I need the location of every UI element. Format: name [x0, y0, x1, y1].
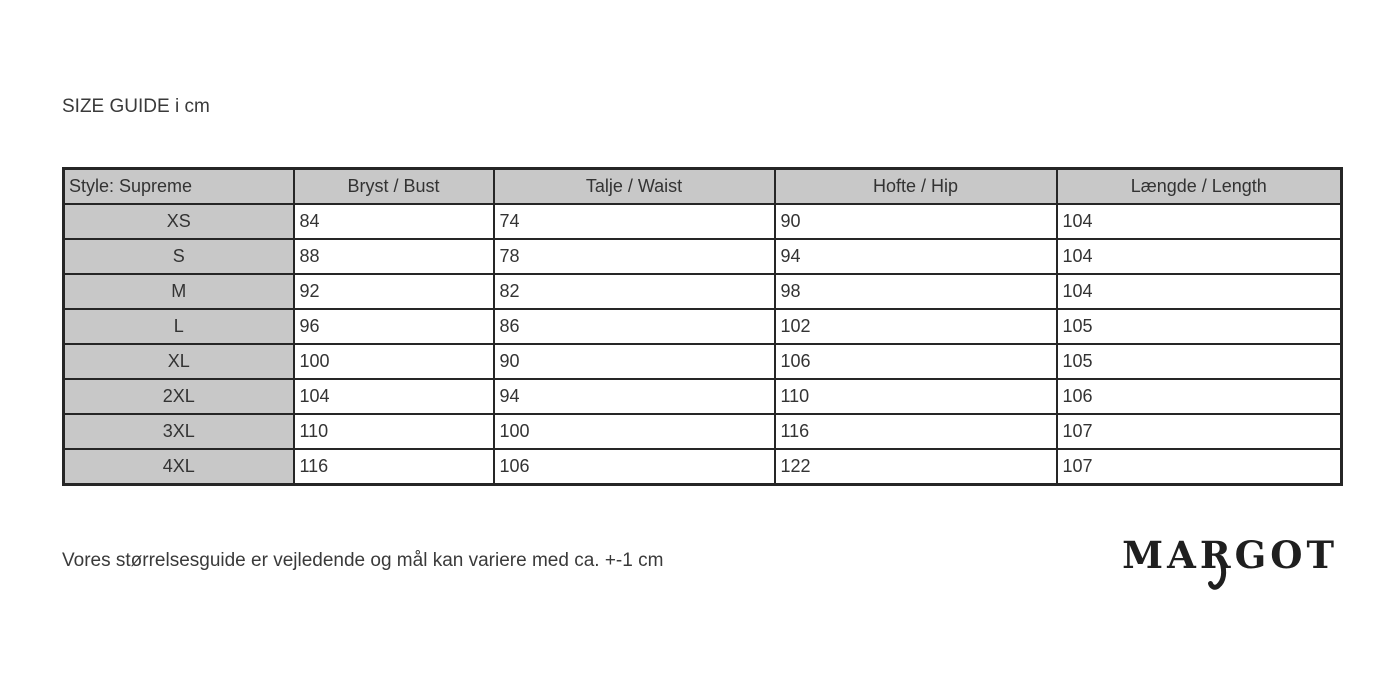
bust-value-cell: 88: [294, 239, 494, 274]
length-value-cell: 105: [1057, 309, 1342, 344]
logo-letter: M: [1122, 533, 1168, 577]
brand-logo: [1122, 533, 1338, 577]
waist-value-cell: 100: [494, 414, 775, 449]
waist-value-cell: 74: [494, 204, 775, 239]
waist-value-cell: 82: [494, 274, 775, 309]
logo-letter: R: [1200, 537, 1235, 574]
hip-value-cell: 122: [775, 449, 1057, 485]
table-row: [64, 239, 1342, 274]
table-header-row: [64, 169, 1342, 205]
bust-value-cell: 92: [294, 274, 494, 309]
size-label-cell: XL: [64, 344, 294, 379]
length-value-cell: 107: [1057, 449, 1342, 485]
bust-value-cell: 100: [294, 344, 494, 379]
bust-value-cell: 84: [294, 204, 494, 239]
length-value-cell: 104: [1057, 274, 1342, 309]
waist-value-cell: 90: [494, 344, 775, 379]
style-header-cell: Style: Supreme: [64, 169, 294, 205]
size-label-cell: S: [64, 239, 294, 274]
hip-value-cell: 90: [775, 204, 1057, 239]
hip-value-cell: 102: [775, 309, 1057, 344]
logo-letter: G: [1234, 533, 1271, 577]
logo-letter: A: [1167, 533, 1200, 577]
length-value-cell: 106: [1057, 379, 1342, 414]
table-row: [64, 449, 1342, 485]
table-row: [64, 414, 1342, 449]
length-value-cell: 107: [1057, 414, 1342, 449]
bust-value-cell: 104: [294, 379, 494, 414]
size-label-cell: L: [64, 309, 294, 344]
bust-value-cell: 116: [294, 449, 494, 485]
waist-value-cell: 86: [494, 309, 775, 344]
logo-r-tail: [1210, 562, 1228, 590]
waist-value-cell: 78: [494, 239, 775, 274]
table-row: [64, 344, 1342, 379]
size-table-body: [64, 204, 1342, 485]
size-label-cell: XS: [64, 204, 294, 239]
bust-value-cell: 96: [294, 309, 494, 344]
waist-column-header: Talje / Waist: [494, 169, 775, 205]
size-label-cell: 4XL: [64, 449, 294, 485]
hip-value-cell: 110: [775, 379, 1057, 414]
disclaimer-text: Vores størrelsesguide er vejledende og mål kan variere med ca. +-1 cm: [62, 550, 664, 571]
logo-letter: O: [1270, 533, 1307, 577]
table-row: [64, 274, 1342, 309]
size-label-cell: M: [64, 274, 294, 309]
length-column-header: Længde / Length: [1057, 169, 1342, 205]
length-value-cell: 104: [1057, 239, 1342, 274]
waist-value-cell: 94: [494, 379, 775, 414]
size-guide-table: [62, 167, 1343, 486]
page-title: SIZE GUIDE i cm: [62, 96, 210, 117]
table-row: [64, 309, 1342, 344]
hip-value-cell: 116: [775, 414, 1057, 449]
size-label-cell: 3XL: [64, 414, 294, 449]
size-label-cell: 2XL: [64, 379, 294, 414]
logo-letter: T: [1306, 533, 1338, 577]
table-row: [64, 379, 1342, 414]
bust-value-cell: 110: [294, 414, 494, 449]
hip-column-header: Hofte / Hip: [775, 169, 1057, 205]
table-row: [64, 204, 1342, 239]
length-value-cell: 104: [1057, 204, 1342, 239]
hip-value-cell: 98: [775, 274, 1057, 309]
hip-value-cell: 94: [775, 239, 1057, 274]
waist-value-cell: 106: [494, 449, 775, 485]
bust-column-header: Bryst / Bust: [294, 169, 494, 205]
hip-value-cell: 106: [775, 344, 1057, 379]
length-value-cell: 105: [1057, 344, 1342, 379]
